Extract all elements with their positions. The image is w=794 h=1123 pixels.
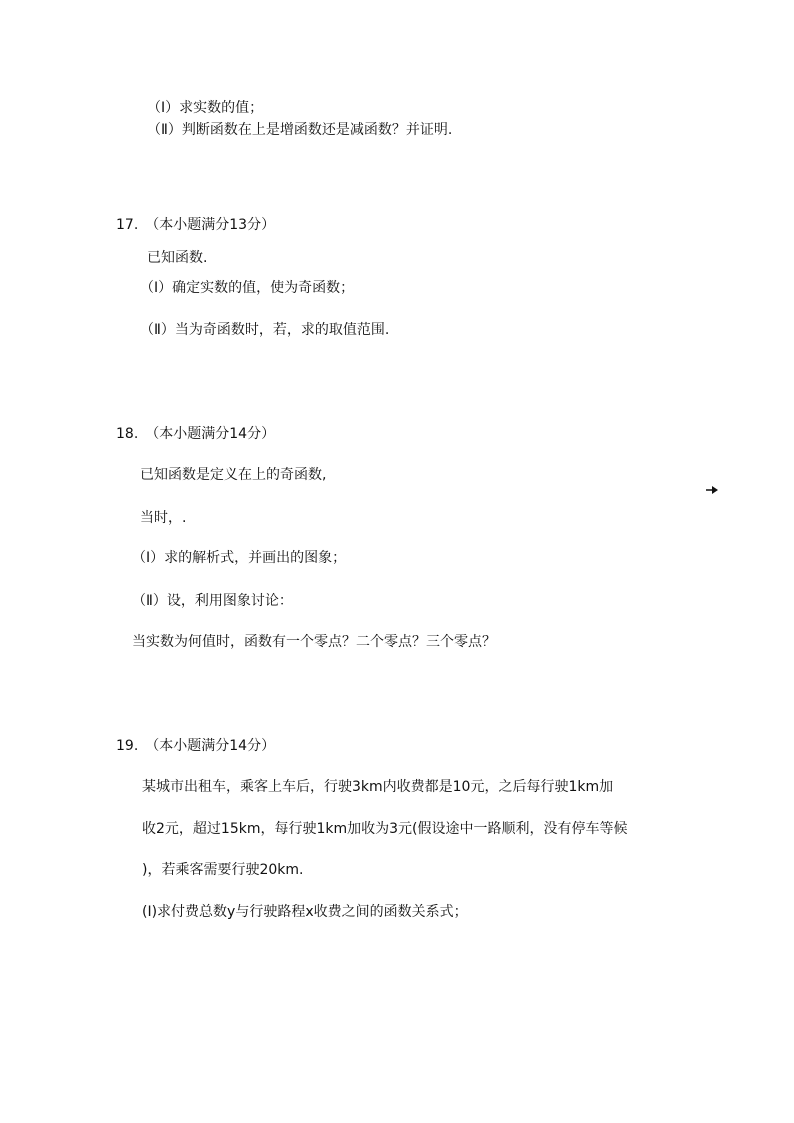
q17-part1: （Ⅰ）确定实数的值，使为奇函数； <box>140 280 355 296</box>
q19-line2: 收2元，超过15km，每行驶1km加收为3元(假设途中一路顺利，没有停车等候 <box>142 821 628 837</box>
q17-intro: 已知函数. <box>147 250 208 266</box>
q19-line3: )，若乘客需要行驶20km. <box>142 862 304 878</box>
q17-part2: （Ⅱ）当为奇函数时，若，求的取值范围. <box>140 322 390 338</box>
q18-heading: 18. （本小题满分14分） <box>116 426 276 442</box>
right-arrow-icon <box>705 484 719 496</box>
q16-part2: （Ⅱ）判断函数在上是增函数还是减函数？并证明. <box>147 122 453 138</box>
q19-part1: (Ⅰ)求付费总数y与行驶路程x收费之间的函数关系式； <box>142 904 468 920</box>
q18-part1: （Ⅰ）求的解析式，并画出的图象； <box>132 550 347 566</box>
q18-intro: 已知函数是定义在上的奇函数, <box>140 467 327 483</box>
q16-part1: （Ⅰ）求实数的值； <box>147 100 264 116</box>
q17-heading: 17. （本小题满分13分） <box>116 217 276 233</box>
q18-question: 当实数为何值时，函数有一个零点？二个零点？三个零点？ <box>132 634 496 650</box>
q18-condition: 当时，. <box>140 510 187 526</box>
q18-part2: （Ⅱ）设，利用图象讨论： <box>132 593 293 609</box>
q19-line1: 某城市出租车，乘客上车后，行驶3km内收费都是10元，之后每行驶1km加 <box>142 779 614 795</box>
q19-heading: 19. （本小题满分14分） <box>116 738 276 754</box>
